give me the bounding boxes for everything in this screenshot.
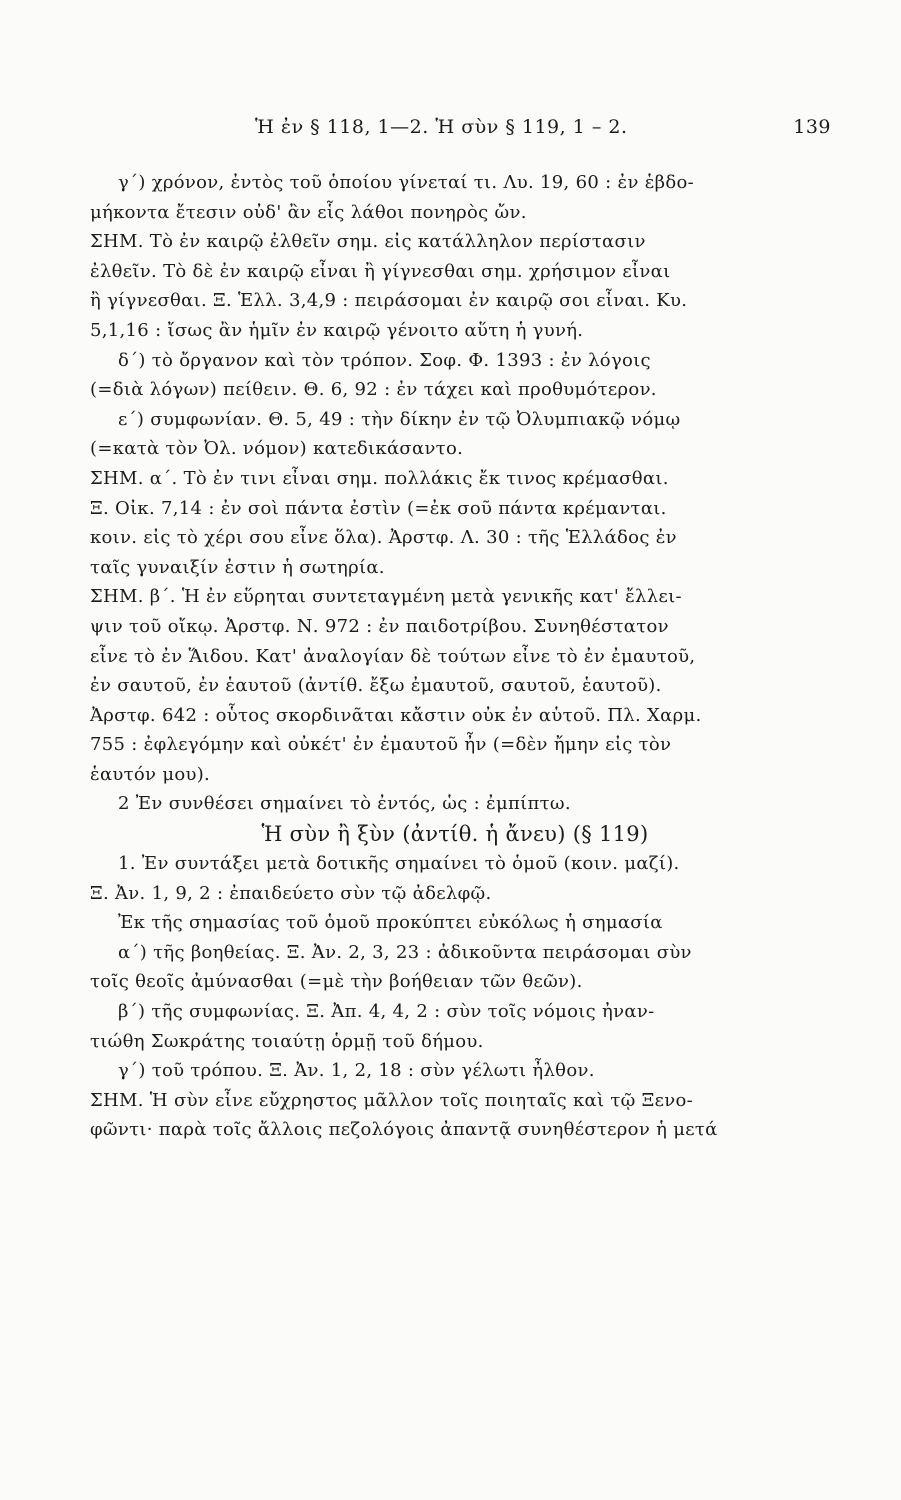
text-line: ἑαυτόν μου).: [90, 763, 211, 785]
text-line: ΣΗΜ. α΄. Τὸ ἐν τινι εἶναι σημ. πολλάκις ἔκ τινος κρέμασθαι.: [90, 467, 669, 489]
text-line: ΣΗΜ. Ἡ σὺν εἶνε εὔχρηστος μᾶλλον τοῖς ποιηταῖς καὶ τῷ Ξενο-: [90, 1089, 693, 1111]
text-line: ΣΗΜ. Τὸ ἐν καιρῷ ἐλθεῖν σημ. εἰς κατάλληλον περίστασιν: [90, 231, 646, 253]
page-body: [90, 168, 820, 1145]
text-line: 5,1,16 : ἴσως ἂν ἡμῖν ἐν καιρῷ γένοιτο αὕτη ἡ γυνή.: [90, 319, 584, 341]
text-line: Ξ. Οἰκ. 7,14 : ἐν σοὶ πάντα ἐστὶν (=ἐκ σοῦ πάντα κρέμανται.: [90, 497, 667, 519]
text-line: 755 : ἐφλεγόμην καὶ οὐκέτ' ἐν ἐμαυτοῦ ἦν (=δὲν ἤμην εἰς τὸν: [90, 734, 672, 756]
text-line: (=διὰ λόγων) πείθειν. Θ. 6, 92 : ἐν τάχει καὶ προθυμότερον.: [90, 379, 657, 401]
text-line: δ΄) τὸ ὄργανον καὶ τὸν τρόπον. Σοφ. Φ. 1393 : ἐν λόγοις: [118, 349, 651, 371]
text-line: Ἐκ τῆς σημασίας τοῦ ὁμοῦ προκύπτει εὐκόλως ἡ σημασία: [118, 912, 663, 934]
text-line: φῶντι· παρὰ τοῖς ἄλλοις πεζολόγοις ἀπαντᾷ συνηθέστερον ἡ μετά: [90, 1119, 718, 1141]
text-line: ταῖς γυναιξίν ἐστιν ἡ σωτηρία.: [90, 556, 385, 578]
text-line: Ξ. Ἀν. 1, 9, 2 : ἐπαιδεύετο σὺν τῷ ἀδελφῷ.: [90, 882, 492, 904]
text-line: ψιν τοῦ οἴκῳ. Ἀρστφ. Ν. 972 : ἐν παιδοτρίβου. Συνηθέστατον: [90, 615, 669, 637]
text-line: 2 Ἐν συνθέσει σημαίνει τὸ ἐντός, ὡς : ἐμπίπτω.: [118, 793, 571, 815]
text-line: ἐλθεῖν. Τὸ δὲ ἐν καιρῷ εἶναι ἢ γίγνεσθαι σημ. χρήσιμον εἶναι: [90, 260, 671, 282]
section-heading: Ἡ σὺν ἢ ξὺν (ἀντίθ. ἡ ἄνευ) (§ 119): [261, 822, 649, 847]
text-line: εἶνε τὸ ἐν Ἅιδου. Κατ' ἀναλογίαν δὲ τούτων εἶνε τὸ ἐν ἐμαυτοῦ,: [90, 645, 696, 667]
text-line: Ἀρστφ. 642 : οὗτος σκορδινᾶται κἄστιν οὐκ ἐν αὑτοῦ. Πλ. Χαρμ.: [90, 704, 702, 726]
text-line: ΣΗΜ. β΄. Ἡ ἐν εὕρηται συντεταγμένη μετὰ γενικῆς κατ' ἔλλει-: [90, 586, 682, 608]
running-header: [255, 116, 831, 138]
text-line: α΄) τῆς βοηθείας. Ξ. Ἀν. 2, 3, 23 : ἀδικοῦντα πειράσομαι σὺν: [118, 941, 692, 963]
text-line: 1. Ἐν συντάξει μετὰ δοτικῆς σημαίνει τὸ ὁμοῦ (κοιν. μαζί).: [118, 853, 680, 875]
text-line: γ΄) χρόνον, ἐντὸς τοῦ ὁποίου γίνεταί τι. Λυ. 19, 60 : ἐν ἑβδο-: [118, 172, 695, 193]
text-line: τοῖς θεοῖς ἀμύνασθαι (=μὲ τὴν βοήθειαν τῶν θεῶν).: [90, 971, 583, 993]
page-number: 139: [793, 116, 831, 138]
text-line: ἢ γίγνεσθαι. Ξ. Ἑλλ. 3,4,9 : πειράσομαι ἐν καιρῷ σοι εἶναι. Κυ.: [90, 290, 688, 312]
text-line: μήκοντα ἔτεσιν οὐδ' ἂν εἷς λάθοι πονηρὸς ὤν.: [90, 201, 527, 223]
text-line: β΄) τῆς συμφωνίας. Ξ. Ἀπ. 4, 4, 2 : σὺν τοῖς νόμοις ἠναν-: [118, 1001, 655, 1023]
text-line: ε΄) συμφωνίαν. Θ. 5, 49 : τὴν δίκην ἐν τῷ Ὀλυμπιακῷ νόμῳ: [118, 408, 681, 430]
text-line: (=κατὰ τὸν Ὀλ. νόμον) κατεδικάσαντο.: [90, 438, 464, 460]
text-line: τιώθη Σωκράτης τοιαύτῃ ὁρμῇ τοῦ δήμου.: [90, 1030, 484, 1052]
text-line: ἐν σαυτοῦ, ἐν ἑαυτοῦ (ἀντίθ. ἔξω ἐμαυτοῦ, σαυτοῦ, ἑαυτοῦ).: [90, 675, 662, 697]
running-title: Ἡ ἐν § 118, 1—2. Ἡ σὺν § 119, 1 – 2.: [255, 116, 628, 138]
text-line: κοιν. εἰς τὸ χέρι σου εἶνε ὅλα). Ἀρστφ. Λ. 30 : τῆς Ἑλλάδος ἐν: [90, 527, 677, 549]
text-line: γ΄) τοῦ τρόπου. Ξ. Ἀν. 1, 2, 18 : σὺν γέλωτι ἦλθον.: [118, 1060, 595, 1082]
